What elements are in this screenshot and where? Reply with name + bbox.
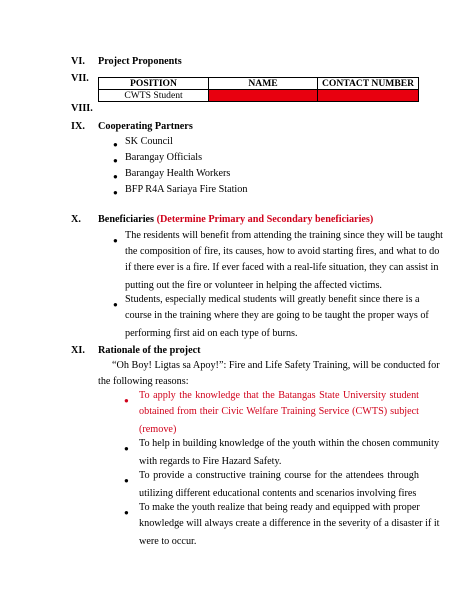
paragraph-line: the following reasons: [98, 376, 189, 387]
bullet-icon: ● [113, 236, 118, 245]
list-item: Barangay Officials [125, 152, 203, 163]
paragraph-line: The residents will benefit from attending the training since they will be taught [125, 230, 443, 241]
bullet-icon: ● [113, 188, 118, 197]
paragraph-line: were to occur. [139, 536, 197, 547]
bullet-icon: ● [113, 172, 118, 181]
paragraph-line: obtained from their Civic Welfare Training Service (CWTS) subject [139, 406, 419, 417]
table-header: NAME [209, 78, 318, 90]
paragraph-line: the composition of fire, its causes, how to avoid starting fires, and what to do [125, 246, 440, 257]
paragraph-line: (remove) [139, 424, 177, 435]
list-item: Barangay Health Workers [125, 168, 231, 179]
editor-note: (Determine Primary and Secondary beneficiaries) [156, 214, 374, 225]
table-row [99, 90, 419, 102]
bullet-icon: ● [124, 476, 129, 485]
section-title-text: Beneficiaries [98, 214, 155, 225]
paragraph-line: Students, especially medical students will greatly benefit since there is a [125, 294, 420, 305]
paragraph-line: putting out the fire or volunteer in helping the affected victims. [125, 280, 382, 291]
list-item: SK Council [125, 136, 173, 147]
paragraph-line: performing first aid on each type of burns. [125, 328, 298, 339]
paragraph-line: To provide a constructive training course for the attendees through [139, 470, 419, 481]
table-header: CONTACT NUMBER [318, 78, 419, 90]
table-cell: CWTS Student [99, 90, 209, 102]
paragraph-line: knowledge will always create a difference in the severity of a disaster if it [139, 518, 440, 529]
paragraph-line: course in the training where they are going to be taught the proper ways of [125, 310, 429, 321]
paragraph-line: To apply the knowledge that the Batangas State University student [139, 390, 419, 401]
paragraph-line: with regards to Fire Hazard Safety. [139, 456, 282, 467]
section-title [98, 214, 373, 225]
bullet-icon: ● [124, 396, 129, 405]
bullet-icon: ● [124, 508, 129, 517]
section-number: XI. [71, 345, 85, 356]
section-number: VIII. [71, 103, 93, 114]
table-header: POSITION [99, 78, 209, 90]
list-item: BFP R4A Sariaya Fire Station [125, 184, 248, 195]
bullet-icon: ● [113, 300, 118, 309]
paragraph-line: “Oh Boy! Ligtas sa Apoy!”: Fire and Life Safety Training, will be conducted for [112, 360, 440, 371]
section-number: X. [71, 214, 81, 225]
paragraph-line: utilizing different educational contents and scenarios involving fires [139, 488, 417, 499]
paragraph-line: if there ever is a fire. If ever faced with a real-life situation, they can assist in [125, 262, 439, 273]
proponents-table [98, 77, 419, 102]
section-title: Cooperating Partners [98, 121, 193, 132]
paragraph-line: To make the youth realize that being ready and equipped with proper [139, 502, 420, 513]
paragraph-line: To help in building knowledge of the youth within the chosen community [139, 438, 440, 449]
section-number: VI. [71, 56, 85, 67]
section-title: Project Proponents [98, 56, 182, 67]
table-cell-highlight [318, 90, 419, 102]
section-number: VII. [71, 73, 89, 84]
table-cell-highlight [209, 90, 318, 102]
bullet-icon: ● [113, 156, 118, 165]
bullet-icon: ● [113, 140, 118, 149]
section-title: Rationale of the project [98, 345, 201, 356]
section-number: IX. [71, 121, 85, 132]
bullet-icon: ● [124, 444, 129, 453]
table-header-row [99, 78, 419, 90]
